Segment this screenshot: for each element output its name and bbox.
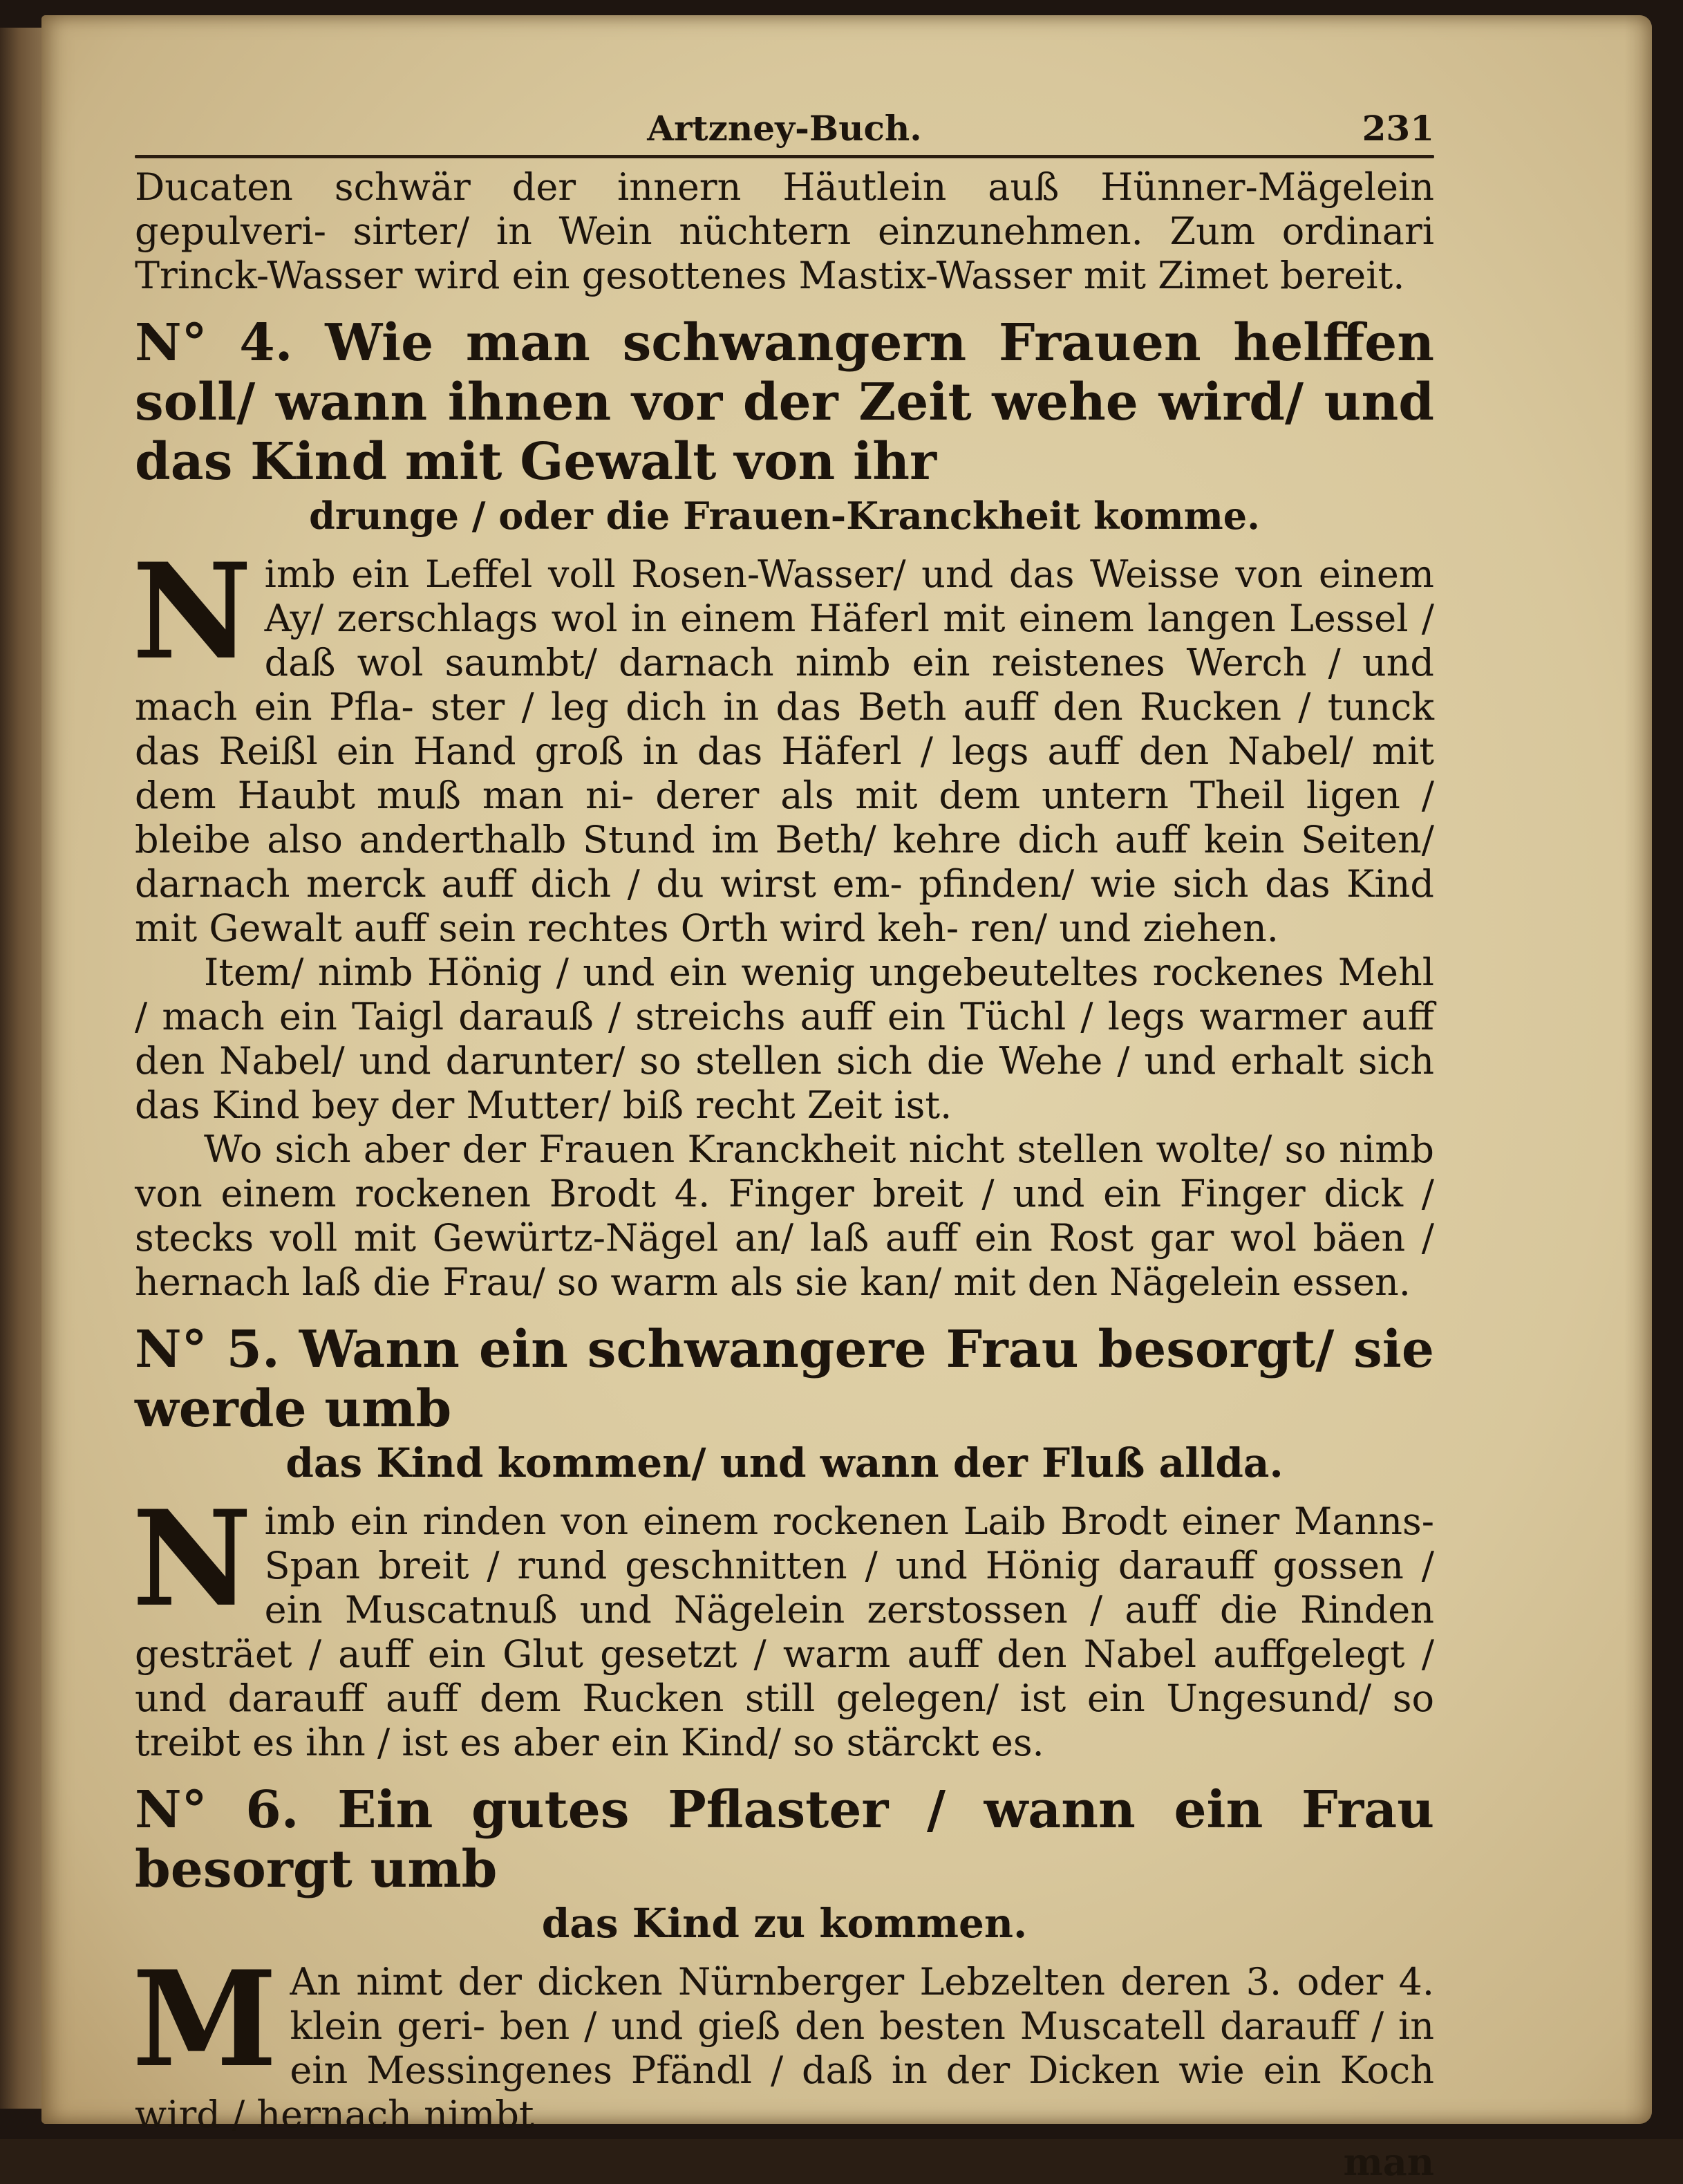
section-4-paragraph-3: Wo sich aber der Frauen Kranckheit nicht stellen wolte/ so nimb von einem rockenen Brodt 4. Finger breit / und ein Finger dick / stecks voll mit Gewürtz-Nägel an/ laß auff ein Rost gar wol bäen / hernach laß die Frau/ so warm als sie kan/ mit den Nägelein essen. <box>135 1128 1434 1304</box>
section-5-initial: N <box>132 1482 252 1636</box>
page-number: 231 <box>1362 108 1434 149</box>
header-rule <box>135 155 1434 158</box>
running-head <box>135 104 1434 152</box>
section-4-paragraph-2: Item/ nimb Hönig / und ein wenig ungebeuteltes rockenes Mehl / mach ein Taigl darauß / streichs auff ein Tüchl / legs warmer auff den Nabel/ und darunter/ so stellen sich die Wehe / und erhalt sich das Kind bey der Mutter/ biß recht Zeit ist. <box>135 951 1434 1127</box>
section-5-title-tail: das Kind kommen/ und wann der Fluß allda. <box>285 1439 1284 1486</box>
section-5-paragraph: imb ein rinden von einem rockenen Laib Brodt einer Manns- Span breit / rund geschnitten / und Hönig darauff gossen / ein Muscatnuß und Nägelein zerstossen / auff die Rinden gesträet / auff ein Glut gesetzt / warm auff den Nabel auffgelegt / und darauff auff dem Rucken still gelegen/ ist ein Ungesund/ so treibt es ihn / ist es aber ein Kind/ so stärckt es. <box>135 1500 1434 1764</box>
intro-paragraph: Ducaten schwär der innern Häutlein auß Hünner-Mägelein gepulveri- sirter/ in Wein nüchtern einzunehmen. Zum ordinari Trinck-Wasser wird ein gesottenes Mastix-Wasser mit Zimet bereit. <box>135 165 1434 297</box>
text-block <box>132 104 1435 2184</box>
section-4-paragraph-1: imb ein Leffel voll Rosen-Wasser/ und das Weisse von einem Ay/ zerschlags wol in einem Häferl mit einem langen Lessel / daß wol saumbt/ darnach nimb ein reistenes Werch / und mach ein Pfla- ster / leg dich in das Beth auff den Rucken / tunck das Reißl ein Hand groß in das Häferl / legs auff den Nabel/ mit dem Haubt muß man ni- derer als mit dem untern Theil ligen / bleibe also anderthalb Stund im Beth/ kehre dich auff kein Seiten/ darnach merck auff dich / du wirst em- pfinden/ wie sich das Kind mit Gewalt auff sein rechtes Orth wird keh- ren/ und ziehen. <box>135 552 1434 950</box>
section-6-heading <box>135 1780 1434 1948</box>
section-6-initial: M <box>132 1942 278 2096</box>
section-4-title: Wie man schwangern Frauen helffen soll/ wann ihnen vor der Zeit wehe wird/ und das Kind mit Gewalt von ihr <box>135 313 1435 492</box>
section-4-number: N° 4. <box>135 313 293 373</box>
section-4-title-tail: drunge / oder die Frauen-Kranckheit komme. <box>309 494 1260 538</box>
section-4-heading <box>135 313 1434 540</box>
running-title: Artzney-Buch. <box>647 108 922 149</box>
page-edge-shading <box>1624 15 1652 2124</box>
section-5-body <box>132 1482 1434 1765</box>
section-6-number: N° 6. <box>135 1780 299 1840</box>
section-6-body <box>132 1942 1434 2137</box>
section-4-initial: N <box>132 534 252 689</box>
catchword: man <box>1343 2140 1434 2184</box>
section-5-heading <box>135 1320 1434 1487</box>
section-6-paragraph: An nimt der dicken Nürnberger Lebzelten deren 3. oder 4. klein geri- ben / und gieß den besten Muscatell darauff / in ein Messingenes Pfändl / daß in der Dicken wie ein Koch wird / hernach nimbt <box>135 1960 1434 2136</box>
section-4-body <box>132 534 1434 951</box>
section-6-title-tail: das Kind zu kommen. <box>541 1900 1028 1947</box>
section-6-title: Ein gutes Pflaster / wann ein Frau besorgt umb <box>135 1780 1435 1899</box>
section-5-number: N° 5. <box>135 1320 280 1379</box>
section-5-title: Wann ein schwangere Frau besorgt/ sie werde umb <box>135 1320 1434 1439</box>
